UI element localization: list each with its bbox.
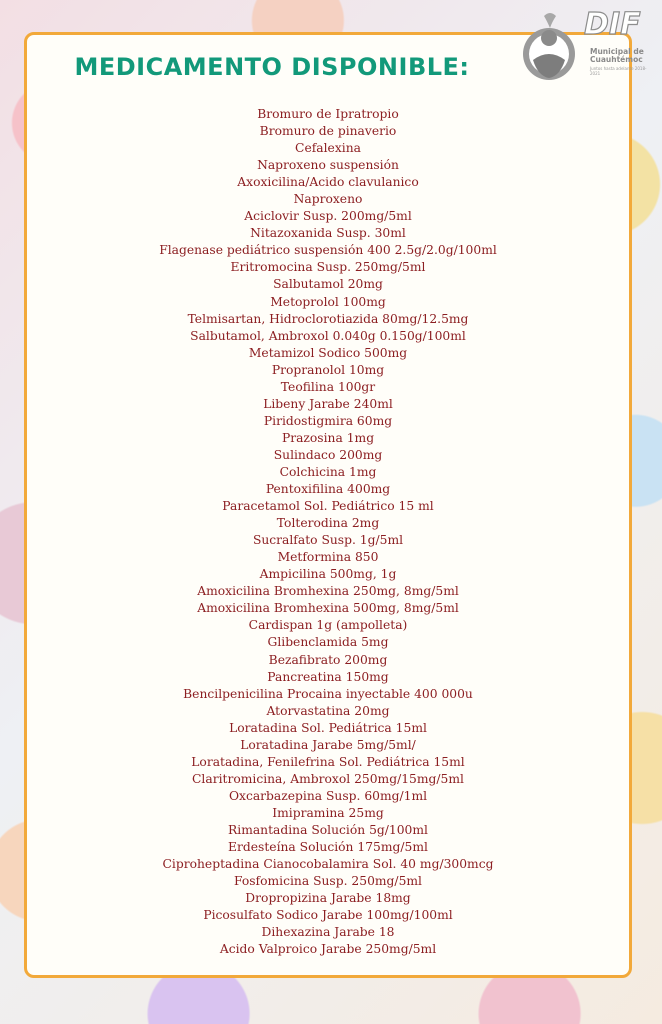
medication-item: Bromuro de Ipratropio xyxy=(257,107,399,121)
medication-item: Atorvastatina 20mg xyxy=(266,703,390,718)
content-panel xyxy=(24,32,632,978)
medication-item: Tolterodina 2mg xyxy=(276,516,380,531)
medication-item: Loratadina, Fenilefrina Sol. Pediátrica 15ml xyxy=(191,754,465,769)
dif-logo-emblem xyxy=(520,8,578,84)
medication-item: Metformina 850 xyxy=(277,550,379,565)
medication-item: Imipramina 25mg xyxy=(272,805,384,820)
medication-item: Sucralfato Susp. 1g/5ml xyxy=(252,533,404,548)
medication-item: Rimantadina Solución 5g/100ml xyxy=(228,822,428,837)
medication-item: Colchicina 1mg xyxy=(279,464,377,479)
medication-item: Bencilpenicilina Procaina inyectable 400 000u xyxy=(183,686,473,701)
medication-item: Flagenase pediátrico suspensión 400 2.5g/2.0g/100ml xyxy=(159,243,497,258)
medication-item: Piridostigmira 60mg xyxy=(263,413,393,428)
medication-item: Amoxicilina Bromhexina 500mg, 8mg/5ml xyxy=(197,601,459,616)
medication-item: Naproxeno suspensión xyxy=(257,158,399,173)
medication-item: Fosfomicina Susp. 250mg/5ml xyxy=(233,874,422,889)
medication-item: Metamizol Sodico 500mg xyxy=(248,345,408,360)
medication-item: Amoxicilina Bromhexina 250mg, 8mg/5ml xyxy=(197,584,459,599)
medication-item: Cardispan 1g (ampolleta) xyxy=(248,618,408,633)
medication-item: Loratadina Sol. Pediátrica 15ml xyxy=(229,720,427,735)
medication-item: Bromuro de pinaverio xyxy=(259,124,397,139)
medication-item: Axoxicilina/Acido clavulanico xyxy=(237,175,419,190)
medication-item: Bezafibrato 200mg xyxy=(268,652,388,667)
medication-item: Glibenclamida 5mg xyxy=(267,635,389,650)
medication-item: Ciproheptadina Cianocobalamira Sol. 40 mg/300mcg xyxy=(162,857,494,872)
medication-item: Metoprolol 100mg xyxy=(270,294,386,309)
medication-item: Telmisartan, Hidroclorotiazida 80mg/12.5mg xyxy=(187,311,469,326)
medication-item: Acido Valproico Jarabe 250mg/5ml xyxy=(219,942,437,957)
medication-item: Sulindaco 200mg xyxy=(273,447,383,462)
medication-item: Dropropizina Jarabe 18mg xyxy=(245,891,411,906)
medication-item: Propranolol 10mg xyxy=(271,362,385,377)
dif-logo-tagline: Juntos hasta adelante 2018-2021 xyxy=(590,66,647,76)
dif-logo xyxy=(520,6,652,90)
medication-item: Eritromocina Susp. 250mg/5ml xyxy=(230,260,426,275)
medication-item: Erdesteína Solución 175mg/5ml xyxy=(228,840,428,855)
medication-item: Nitazoxanida Susp. 30ml xyxy=(250,226,406,241)
medication-item: Oxcarbazepina Susp. 60mg/1ml xyxy=(228,788,428,803)
medication-item: Naproxeno xyxy=(293,192,363,207)
medication-list xyxy=(27,106,629,958)
medication-item: Loratadina Jarabe 5mg/5ml/ xyxy=(240,737,416,752)
medication-item: Picosulfato Sodico Jarabe 100mg/100ml xyxy=(203,908,453,923)
medication-item: Libeny Jarabe 240ml xyxy=(263,396,393,411)
medication-item: Prazosina 1mg xyxy=(281,430,375,445)
page-title: MEDICAMENTO DISPONIBLE: xyxy=(74,53,470,81)
medication-item: Ampicilina 500mg, 1g xyxy=(259,567,397,582)
medication-item: Teofilina 100gr xyxy=(280,379,376,394)
medication-item: Cefalexina xyxy=(295,141,361,156)
dif-logo-subtitle: Municipal de Cuauhtémoc xyxy=(590,47,644,64)
dif-logo-text: DIF xyxy=(584,7,641,42)
medication-item: Aciclovir Susp. 200mg/5ml xyxy=(244,209,412,224)
medication-item: Paracetamol Sol. Pediátrico 15 ml xyxy=(222,499,434,514)
medication-item: Pancreatina 150mg xyxy=(267,669,389,684)
medication-item: Salbutamol, Ambroxol 0.040g 0.150g/100ml xyxy=(190,328,466,343)
medication-item: Pentoxifilina 400mg xyxy=(265,482,391,497)
medication-item: Claritromicina, Ambroxol 250mg/15mg/5ml xyxy=(192,771,464,786)
medication-item: Salbutamol 20mg xyxy=(273,277,383,292)
medication-item: Dihexazina Jarabe 18 xyxy=(261,925,395,940)
